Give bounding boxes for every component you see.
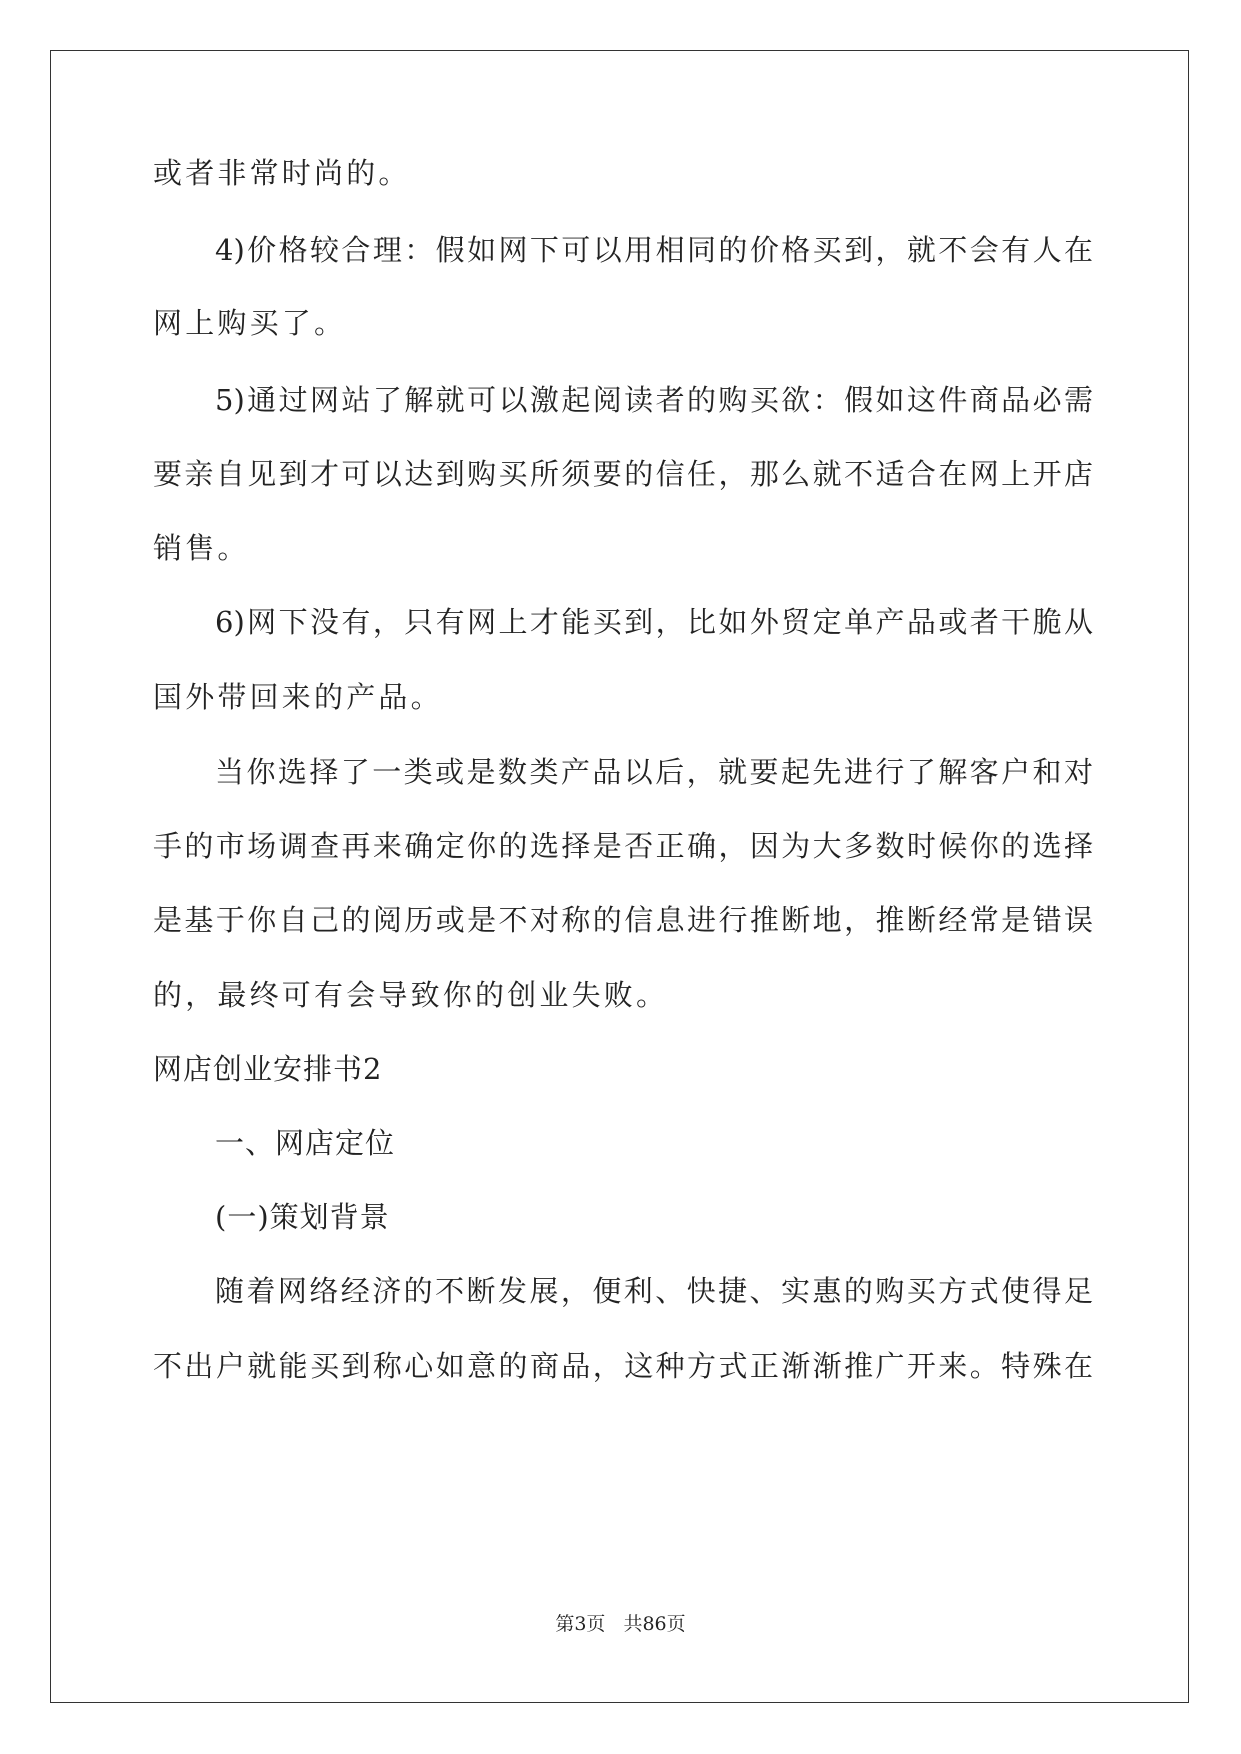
section-title: 网店创业安排书2 [153,1052,383,1086]
text-line: 是基于你自己的阅历或是不对称的信息进行推断地，推断经常是错误 [153,903,1093,937]
text-line: 要亲自见到才可以达到购买所须要的信任，那么就不适合在网上开店 [153,457,1093,491]
subsection-heading: (一)策划背景 [215,1200,390,1234]
text-line: 当你选择了一类或是数类产品以后，就要起先进行了解客户和对 [215,755,1093,789]
text-line: 销售。 [153,531,250,565]
text-line: 的，最终可有会导致你的创业失败。 [153,978,669,1012]
page-border [50,50,1189,1703]
text-line: 国外带回来的产品。 [153,680,443,714]
text-line: 手的市场调查再来确定你的选择是否正确，因为大多数时候你的选择 [153,829,1093,863]
page-number: 第3页 [555,1613,606,1635]
page-total: 共86页 [623,1613,686,1635]
page-footer [0,1612,1241,1636]
text-line: 不出户就能买到称心如意的商品，这种方式正渐渐推广开来。特殊在 [153,1349,1093,1383]
text-line: 4)价格较合理：假如网下可以用相同的价格买到，就不会有人在 [215,233,1093,267]
text-line: 随着网络经济的不断发展，便利、快捷、实惠的购买方式使得足 [215,1274,1093,1308]
text-line: 或者非常时尚的。 [153,156,411,190]
text-line: 网上购买了。 [153,306,347,340]
text-line: 5)通过网站了解就可以激起阅读者的购买欲：假如这件商品必需 [215,383,1093,417]
text-line: 6)网下没有，只有网上才能买到，比如外贸定单产品或者干脆从 [215,605,1093,639]
section-heading: 一、网店定位 [215,1126,396,1160]
